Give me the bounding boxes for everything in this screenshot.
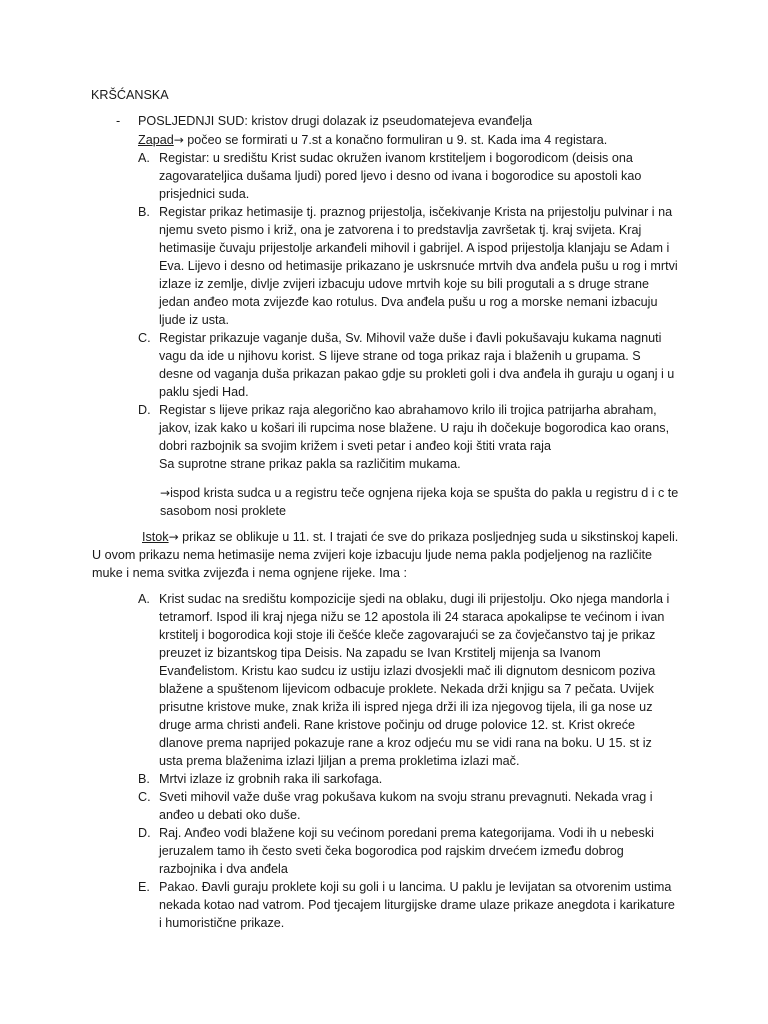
item-text: Mrtvi izlaze iz grobnih raka ili sarkofaga.	[159, 772, 383, 786]
item-letter: D.	[138, 826, 151, 840]
istok-element-list	[138, 590, 678, 932]
zapad-register-list	[138, 149, 678, 473]
item-text: Pakao. Đavli guraju proklete koji su goli i u lancima. U paklu je levijatan sa otvorenim ustima nekada kotao nad vatrom. Pod tjecajem liturgijske drame ulaze prikaze anegdota i karikature i humoristične prikaze.	[159, 880, 675, 930]
istok-intro	[92, 528, 682, 582]
item-letter: B.	[138, 205, 150, 219]
item-letter: E.	[138, 880, 150, 894]
list-item	[138, 878, 678, 932]
zapad-text: počeo se formirati u 7.st a konačno formuliran u 9. st. Kada ima 4 registara.	[183, 133, 608, 147]
list-bullet: -	[116, 114, 121, 128]
item-extra-text: Sa suprotne strane prikaz pakla sa različitim mukama.	[159, 457, 461, 471]
list-item	[138, 824, 678, 878]
item-text: Registar: u središtu Krist sudac okružen ivanom krstiteljem i bogorodicom (deisis ona zagovarateljica dušama ljudi) pored ljevo i desno od ivana i bogorodice su apostoli kao prisjednici suda.	[159, 151, 642, 201]
item-text: Registar prikazuje vaganje duša, Sv. Mihovil važe duše i đavli pokušavaju kukama nagnuti vagu da ide u njihovu korist. S lijeve strane od toga prikaz raja i blaženih u grupama. S desne od vaganja duša prikazan pakao gdje su prokleti goli i dva anđela ih guraju u oganj i u paklu sjedi Had.	[159, 331, 675, 399]
item-text: Krist sudac na središtu kompozicije sjedi na oblaku, dugi ili prijestolju. Oko njega mandorla i tetramorf. Ispod ili kraj njega nižu se 12 apostola ili 24 staraca apokalipse te većinom i ivan krstitelj i bogorodica koji stoje ili češće kleče zagovarajući se za čovječanstvo taj je prikaz preuzet iz bizantskog tipa Deisis. Na zapadu se Ivan Krstitelj mijenja sa Ivanom Evanđelistom. Kristu kao sudcu iz ustiju izlazi dvosjekli mač ili dignutom desnicom poziva blažene a spuštenom lijevicom odbacuje proklete. Nekada drži knjigu sa 7 pečata. Uvijek prisutne kristove muke, znak križa ili ispred njega drži ili iza njegovog tijela, ili ga nose uz druge arma christi anđeli. Rane kristove počinju od druge polovice 12. st. Krist okreće dlanove prema naprijed pokazuje rane a kroz odjeću mu se vidi rana na boku. U 15. st iz usta prema blaženima izlazi ljiljan a prema prokletima izlazi mač.	[159, 592, 670, 768]
item-letter: B.	[138, 772, 150, 786]
item-letter: C.	[138, 790, 151, 804]
zapad-label: Zapad	[138, 133, 174, 147]
list-item	[138, 329, 678, 401]
item-text: Raj. Anđeo vodi blažene koji su većinom poredani prema kategorijama. Vodi ih u nebeski jeruzalem tamo ih često sveti čeka bogorodica pod rajskim drvećem između dobrog razbojnika i dva anđela	[159, 826, 654, 876]
list-item	[138, 770, 678, 788]
arrow-right-icon: →	[160, 486, 171, 500]
item-text: Registar prikaz hetimasije tj. praznog prijestolja, isčekivanje Krista na prijestolju pulvinar i na njemu sveto pismo i križ, ona je zatvorena i to predstavlja završetak tj. kraj svijeta. Kraj hetimasije čuvaju prijestolje arkanđeli mihovil i gabrijel. A ispod prijestolja klanjaju se Adam i Eva. Lijevo i desno od hetimasije prikazano je uskrsnuće mrtvih dva anđela pušu u rog i mrtvi izlaze iz zemlje, divlje zvijeri izbacuju udove mrtvih koje su bili progutali a s druge strane jedan anđeo mota zvijezđe kao rotulus. Dva anđela pušu u rog a morske nemani izbacuju ljude iz usta.	[159, 205, 678, 327]
list-item	[138, 590, 678, 770]
arrow-right-icon: →	[173, 133, 184, 147]
fire-river-note	[160, 484, 680, 520]
list-item	[138, 149, 678, 203]
section-heading: POSLJEDNJI SUD: kristov drugi dolazak iz pseudomatejeva evanđelja	[138, 114, 533, 128]
item-letter: A.	[138, 592, 150, 606]
arrow-right-icon: →	[168, 530, 179, 544]
list-item	[138, 401, 678, 473]
item-letter: D.	[138, 403, 151, 417]
note-text: ispod krista sudca u a registru teče ognjena rijeka koja se spušta do pakla u registru d i c te sasobom nosi proklete	[160, 486, 679, 518]
item-letter: C.	[138, 331, 151, 345]
item-text: Sveti mihovil važe duše vrag pokušava kukom na svoju stranu prevagnuti. Nekada vrag i anđeo u debati oko duše.	[159, 790, 653, 822]
istok-label: Istok	[142, 530, 169, 544]
istok-text: prikaz se oblikuje u 11. st. I trajati će sve do prikaza posljednjeg suda u sikstinskoj kapeli. U ovom prikazu nema hetimasije nema zvijeri koje izbacuju ljude nema pakla podjeljenog na različite muke i nema svitka zvijezđa i nema ognjene rijeke. Ima :	[92, 530, 679, 580]
item-text: Registar s lijeve prikaz raja alegorično kao abrahamovo krilo ili trojica patrijarha abraham, jakov, izak kako u košari ili rupcima nose blažene. U raju ih dočekuje bogorodica kao orans, dobri razbojnik sa svojim križem i sveti petar i anđeo koji štiti vrata raja	[159, 403, 670, 453]
document-title: KRŠĆANSKA	[91, 88, 169, 102]
zapad-intro	[138, 131, 607, 149]
list-item	[138, 203, 678, 329]
list-item	[138, 788, 678, 824]
item-letter: A.	[138, 151, 150, 165]
